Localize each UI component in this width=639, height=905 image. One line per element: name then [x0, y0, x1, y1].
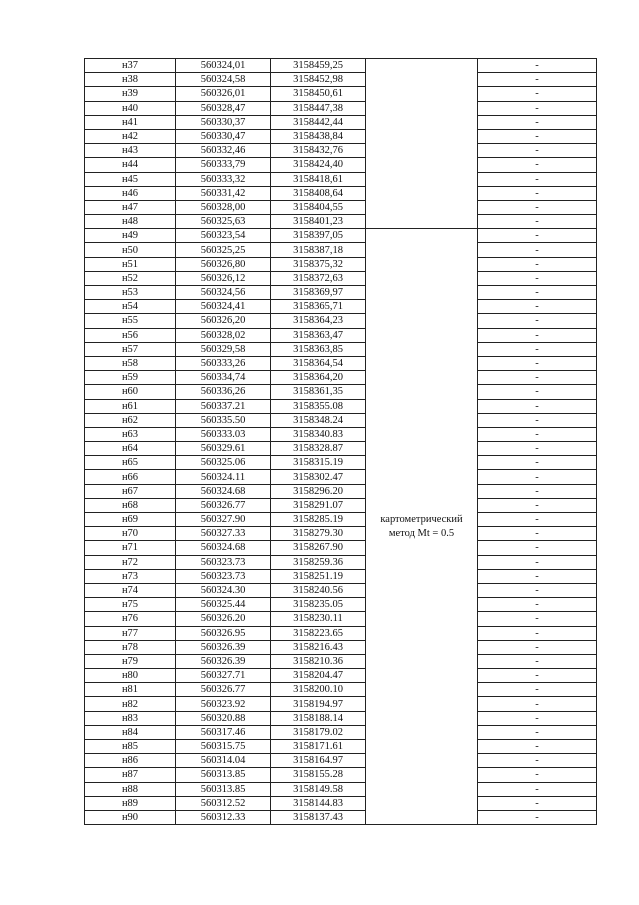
point-name-cell: н43	[85, 144, 176, 158]
point-name-cell: н49	[85, 229, 176, 243]
y-coordinate-cell: 3158375,32	[271, 257, 366, 271]
x-coordinate-cell: 560326.39	[176, 640, 271, 654]
point-name-cell: н51	[85, 257, 176, 271]
point-name-cell: н68	[85, 498, 176, 512]
table-row	[85, 87, 597, 101]
y-coordinate-cell: 3158369,97	[271, 286, 366, 300]
y-coordinate-cell: 3158424,40	[271, 158, 366, 172]
x-coordinate-cell: 560324,56	[176, 286, 271, 300]
y-coordinate-cell: 3158296.20	[271, 484, 366, 498]
x-coordinate-cell: 560324.11	[176, 470, 271, 484]
y-coordinate-cell: 3158408,64	[271, 186, 366, 200]
point-name-cell: н46	[85, 186, 176, 200]
x-coordinate-cell: 560324,58	[176, 73, 271, 87]
coordinates-table-wrapper	[84, 58, 597, 825]
precision-cell: -	[478, 172, 597, 186]
point-name-cell: н50	[85, 243, 176, 257]
table-row	[85, 541, 597, 555]
table-row	[85, 413, 597, 427]
table-row	[85, 598, 597, 612]
precision-cell: -	[478, 754, 597, 768]
point-name-cell: н59	[85, 371, 176, 385]
y-coordinate-cell: 3158315.19	[271, 456, 366, 470]
table-row	[85, 740, 597, 754]
x-coordinate-cell: 560324,41	[176, 300, 271, 314]
x-coordinate-cell: 560333,32	[176, 172, 271, 186]
y-coordinate-cell: 3158240.56	[271, 583, 366, 597]
x-coordinate-cell: 560327.90	[176, 513, 271, 527]
y-coordinate-cell: 3158459,25	[271, 59, 366, 73]
x-coordinate-cell: 560330,47	[176, 129, 271, 143]
precision-cell: -	[478, 456, 597, 470]
table-row	[85, 612, 597, 626]
x-coordinate-cell: 560328,00	[176, 200, 271, 214]
x-coordinate-cell: 560324.68	[176, 484, 271, 498]
y-coordinate-cell: 3158210.36	[271, 654, 366, 668]
point-name-cell: н62	[85, 413, 176, 427]
y-coordinate-cell: 3158137.43	[271, 810, 366, 824]
point-name-cell: н76	[85, 612, 176, 626]
y-coordinate-cell: 3158452,98	[271, 73, 366, 87]
x-coordinate-cell: 560323,54	[176, 229, 271, 243]
table-row	[85, 640, 597, 654]
x-coordinate-cell: 560328,02	[176, 328, 271, 342]
y-coordinate-cell: 3158447,38	[271, 101, 366, 115]
y-coordinate-cell: 3158442,44	[271, 115, 366, 129]
x-coordinate-cell: 560331,42	[176, 186, 271, 200]
precision-cell: -	[478, 328, 597, 342]
point-name-cell: н63	[85, 427, 176, 441]
x-coordinate-cell: 560333.03	[176, 427, 271, 441]
point-name-cell: н86	[85, 754, 176, 768]
point-name-cell: н42	[85, 129, 176, 143]
precision-cell: -	[478, 427, 597, 441]
precision-cell: -	[478, 583, 597, 597]
precision-cell: -	[478, 371, 597, 385]
point-name-cell: н48	[85, 215, 176, 229]
precision-cell: -	[478, 527, 597, 541]
y-coordinate-cell: 3158363,85	[271, 342, 366, 356]
precision-cell: -	[478, 740, 597, 754]
x-coordinate-cell: 560329.61	[176, 442, 271, 456]
point-name-cell: н74	[85, 583, 176, 597]
precision-cell: -	[478, 513, 597, 527]
x-coordinate-cell: 560337.21	[176, 399, 271, 413]
point-name-cell: н90	[85, 810, 176, 824]
x-coordinate-cell: 560325.44	[176, 598, 271, 612]
point-name-cell: н52	[85, 271, 176, 285]
precision-cell: -	[478, 697, 597, 711]
point-name-cell: н82	[85, 697, 176, 711]
precision-cell: -	[478, 342, 597, 356]
x-coordinate-cell: 560326.95	[176, 626, 271, 640]
table-row	[85, 356, 597, 370]
table-row	[85, 442, 597, 456]
point-name-cell: н60	[85, 385, 176, 399]
precision-cell: -	[478, 626, 597, 640]
y-coordinate-cell: 3158450,61	[271, 87, 366, 101]
point-name-cell: н70	[85, 527, 176, 541]
y-coordinate-cell: 3158155.28	[271, 768, 366, 782]
x-coordinate-cell: 560326,80	[176, 257, 271, 271]
table-row	[85, 328, 597, 342]
x-coordinate-cell: 560312.52	[176, 796, 271, 810]
point-name-cell: н80	[85, 669, 176, 683]
point-name-cell: н44	[85, 158, 176, 172]
table-row	[85, 427, 597, 441]
point-name-cell: н56	[85, 328, 176, 342]
x-coordinate-cell: 560330,37	[176, 115, 271, 129]
table-row	[85, 810, 597, 824]
precision-cell: -	[478, 215, 597, 229]
precision-cell: -	[478, 782, 597, 796]
table-row	[85, 754, 597, 768]
table-row	[85, 243, 597, 257]
table-row	[85, 300, 597, 314]
precision-cell: -	[478, 598, 597, 612]
table-row	[85, 725, 597, 739]
x-coordinate-cell: 560317.46	[176, 725, 271, 739]
table-row	[85, 796, 597, 810]
precision-cell: -	[478, 286, 597, 300]
table-row	[85, 484, 597, 498]
precision-cell: -	[478, 470, 597, 484]
x-coordinate-cell: 560326,20	[176, 314, 271, 328]
precision-cell: -	[478, 413, 597, 427]
y-coordinate-cell: 3158348.24	[271, 413, 366, 427]
point-name-cell: н47	[85, 200, 176, 214]
method-cell-top	[366, 59, 478, 229]
x-coordinate-cell: 560323.73	[176, 569, 271, 583]
table-row	[85, 456, 597, 470]
x-coordinate-cell: 560313.85	[176, 782, 271, 796]
precision-cell: -	[478, 683, 597, 697]
x-coordinate-cell: 560320.88	[176, 711, 271, 725]
precision-cell: -	[478, 101, 597, 115]
table-row	[85, 115, 597, 129]
table-row	[85, 286, 597, 300]
y-coordinate-cell: 3158149.58	[271, 782, 366, 796]
y-coordinate-cell: 3158188.14	[271, 711, 366, 725]
x-coordinate-cell: 560313.85	[176, 768, 271, 782]
precision-cell: -	[478, 399, 597, 413]
y-coordinate-cell: 3158267.90	[271, 541, 366, 555]
y-coordinate-cell: 3158364,20	[271, 371, 366, 385]
point-name-cell: н37	[85, 59, 176, 73]
point-name-cell: н55	[85, 314, 176, 328]
point-name-cell: н67	[85, 484, 176, 498]
precision-cell: -	[478, 271, 597, 285]
precision-cell: -	[478, 768, 597, 782]
x-coordinate-cell: 560312.33	[176, 810, 271, 824]
point-name-cell: н66	[85, 470, 176, 484]
table-row	[85, 342, 597, 356]
x-coordinate-cell: 560326.20	[176, 612, 271, 626]
y-coordinate-cell: 3158363,47	[271, 328, 366, 342]
table-row	[85, 215, 597, 229]
point-name-cell: н57	[85, 342, 176, 356]
table-row	[85, 59, 597, 73]
precision-cell: -	[478, 200, 597, 214]
table-row	[85, 257, 597, 271]
point-name-cell: н79	[85, 654, 176, 668]
coordinates-table-body	[85, 59, 597, 825]
y-coordinate-cell: 3158432,76	[271, 144, 366, 158]
x-coordinate-cell: 560325,25	[176, 243, 271, 257]
precision-cell: -	[478, 356, 597, 370]
table-row	[85, 583, 597, 597]
x-coordinate-cell: 560326.39	[176, 654, 271, 668]
precision-cell: -	[478, 73, 597, 87]
x-coordinate-cell: 560324,01	[176, 59, 271, 73]
point-name-cell: н39	[85, 87, 176, 101]
x-coordinate-cell: 560326.77	[176, 683, 271, 697]
y-coordinate-cell: 3158328.87	[271, 442, 366, 456]
point-name-cell: н85	[85, 740, 176, 754]
precision-cell: -	[478, 725, 597, 739]
table-row	[85, 555, 597, 569]
table-row	[85, 73, 597, 87]
point-name-cell: н54	[85, 300, 176, 314]
y-coordinate-cell: 3158340.83	[271, 427, 366, 441]
coordinates-table	[84, 58, 597, 825]
y-coordinate-cell: 3158361,35	[271, 385, 366, 399]
point-name-cell: н69	[85, 513, 176, 527]
y-coordinate-cell: 3158171.61	[271, 740, 366, 754]
x-coordinate-cell: 560334,74	[176, 371, 271, 385]
table-row	[85, 782, 597, 796]
table-row	[85, 711, 597, 725]
y-coordinate-cell: 3158194.97	[271, 697, 366, 711]
x-coordinate-cell: 560314.04	[176, 754, 271, 768]
table-row	[85, 626, 597, 640]
point-name-cell: н64	[85, 442, 176, 456]
y-coordinate-cell: 3158364,54	[271, 356, 366, 370]
method-line-1: картометрический	[380, 513, 463, 525]
x-coordinate-cell: 560325.06	[176, 456, 271, 470]
table-row	[85, 314, 597, 328]
point-name-cell: н65	[85, 456, 176, 470]
y-coordinate-cell: 3158144.83	[271, 796, 366, 810]
x-coordinate-cell: 560333,79	[176, 158, 271, 172]
precision-cell: -	[478, 711, 597, 725]
precision-cell: -	[478, 541, 597, 555]
y-coordinate-cell: 3158302.47	[271, 470, 366, 484]
point-name-cell: н83	[85, 711, 176, 725]
point-name-cell: н88	[85, 782, 176, 796]
precision-cell: -	[478, 87, 597, 101]
table-row	[85, 683, 597, 697]
table-row	[85, 569, 597, 583]
x-coordinate-cell: 560332,46	[176, 144, 271, 158]
precision-cell: -	[478, 385, 597, 399]
y-coordinate-cell: 3158401,23	[271, 215, 366, 229]
y-coordinate-cell: 3158259.36	[271, 555, 366, 569]
precision-cell: -	[478, 498, 597, 512]
x-coordinate-cell: 560326.77	[176, 498, 271, 512]
precision-cell: -	[478, 300, 597, 314]
y-coordinate-cell: 3158251.19	[271, 569, 366, 583]
x-coordinate-cell: 560326,12	[176, 271, 271, 285]
x-coordinate-cell: 560315.75	[176, 740, 271, 754]
table-row	[85, 229, 597, 243]
x-coordinate-cell: 560326,01	[176, 87, 271, 101]
y-coordinate-cell: 3158365,71	[271, 300, 366, 314]
point-name-cell: н45	[85, 172, 176, 186]
x-coordinate-cell: 560336,26	[176, 385, 271, 399]
x-coordinate-cell: 560327.71	[176, 669, 271, 683]
point-name-cell: н81	[85, 683, 176, 697]
table-row	[85, 371, 597, 385]
table-row	[85, 271, 597, 285]
table-row	[85, 101, 597, 115]
precision-cell: -	[478, 442, 597, 456]
x-coordinate-cell: 560323.92	[176, 697, 271, 711]
precision-cell: -	[478, 229, 597, 243]
y-coordinate-cell: 3158204.47	[271, 669, 366, 683]
precision-cell: -	[478, 484, 597, 498]
table-row	[85, 144, 597, 158]
y-coordinate-cell: 3158438,84	[271, 129, 366, 143]
precision-cell: -	[478, 129, 597, 143]
y-coordinate-cell: 3158372,63	[271, 271, 366, 285]
precision-cell: -	[478, 243, 597, 257]
table-row	[85, 697, 597, 711]
precision-cell: -	[478, 555, 597, 569]
table-row	[85, 399, 597, 413]
table-row	[85, 158, 597, 172]
x-coordinate-cell: 560324.30	[176, 583, 271, 597]
precision-cell: -	[478, 186, 597, 200]
x-coordinate-cell: 560328,47	[176, 101, 271, 115]
precision-cell: -	[478, 158, 597, 172]
precision-cell: -	[478, 796, 597, 810]
method-line-2: метод Mt = 0.5	[388, 527, 455, 539]
precision-cell: -	[478, 569, 597, 583]
x-coordinate-cell: 560329,58	[176, 342, 271, 356]
point-name-cell: н41	[85, 115, 176, 129]
point-name-cell: н71	[85, 541, 176, 555]
y-coordinate-cell: 3158279.30	[271, 527, 366, 541]
table-row	[85, 186, 597, 200]
precision-cell: -	[478, 144, 597, 158]
point-name-cell: н77	[85, 626, 176, 640]
table-row	[85, 172, 597, 186]
y-coordinate-cell: 3158387,18	[271, 243, 366, 257]
point-name-cell: н72	[85, 555, 176, 569]
point-name-cell: н61	[85, 399, 176, 413]
table-row	[85, 385, 597, 399]
y-coordinate-cell: 3158355.08	[271, 399, 366, 413]
y-coordinate-cell: 3158164.97	[271, 754, 366, 768]
table-row	[85, 513, 597, 527]
y-coordinate-cell: 3158230.11	[271, 612, 366, 626]
y-coordinate-cell: 3158397,05	[271, 229, 366, 243]
point-name-cell: н84	[85, 725, 176, 739]
table-row	[85, 498, 597, 512]
point-name-cell: н89	[85, 796, 176, 810]
table-row	[85, 669, 597, 683]
point-name-cell: н53	[85, 286, 176, 300]
x-coordinate-cell: 560325,63	[176, 215, 271, 229]
table-row	[85, 129, 597, 143]
y-coordinate-cell: 3158179.02	[271, 725, 366, 739]
precision-cell: -	[478, 257, 597, 271]
point-name-cell: н58	[85, 356, 176, 370]
table-row	[85, 470, 597, 484]
point-name-cell: н38	[85, 73, 176, 87]
y-coordinate-cell: 3158200.10	[271, 683, 366, 697]
precision-cell: -	[478, 654, 597, 668]
precision-cell: -	[478, 115, 597, 129]
y-coordinate-cell: 3158235.05	[271, 598, 366, 612]
precision-cell: -	[478, 669, 597, 683]
table-row	[85, 200, 597, 214]
method-cell	[366, 229, 478, 825]
y-coordinate-cell: 3158285.19	[271, 513, 366, 527]
y-coordinate-cell: 3158223.65	[271, 626, 366, 640]
y-coordinate-cell: 3158404,55	[271, 200, 366, 214]
point-name-cell: н87	[85, 768, 176, 782]
precision-cell: -	[478, 314, 597, 328]
y-coordinate-cell: 3158291.07	[271, 498, 366, 512]
precision-cell: -	[478, 810, 597, 824]
x-coordinate-cell: 560327.33	[176, 527, 271, 541]
x-coordinate-cell: 560323.73	[176, 555, 271, 569]
table-row	[85, 654, 597, 668]
y-coordinate-cell: 3158418,61	[271, 172, 366, 186]
precision-cell: -	[478, 612, 597, 626]
y-coordinate-cell: 3158364,23	[271, 314, 366, 328]
point-name-cell: н75	[85, 598, 176, 612]
point-name-cell: н73	[85, 569, 176, 583]
table-row	[85, 527, 597, 541]
precision-cell: -	[478, 59, 597, 73]
x-coordinate-cell: 560324.68	[176, 541, 271, 555]
table-row	[85, 768, 597, 782]
point-name-cell: н78	[85, 640, 176, 654]
y-coordinate-cell: 3158216.43	[271, 640, 366, 654]
x-coordinate-cell: 560335.50	[176, 413, 271, 427]
x-coordinate-cell: 560333,26	[176, 356, 271, 370]
point-name-cell: н40	[85, 101, 176, 115]
precision-cell: -	[478, 640, 597, 654]
